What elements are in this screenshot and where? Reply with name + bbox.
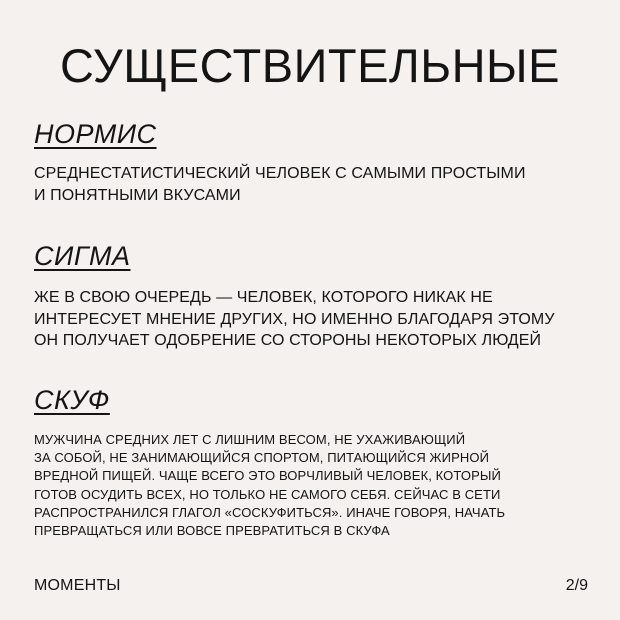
- definition-line: РАСПРОСТРАНИЛСЯ ГЛАГОЛ «СОСКУФИТЬСЯ». ИНАЧЕ ГОВОРЯ, НАЧАТЬ: [34, 504, 506, 520]
- definition-line: ОН ПОЛУЧАЕТ ОДОБРЕНИЕ СО СТОРОНЫ НЕКОТОРЫХ ЛЮДЕЙ: [34, 332, 542, 349]
- definition-line: И ПОНЯТНЫМИ ВКУСАМИ: [34, 186, 241, 204]
- definition-skuf: [34, 431, 590, 540]
- definition-line: ЖЕ В СВОЮ ОЧЕРЕДЬ — ЧЕЛОВЕК, КОТОРОГО НИКАК НЕ: [34, 289, 493, 306]
- term-skuf: СКУФ: [34, 385, 110, 415]
- definition-line: ИНТЕРЕСУЕТ МНЕНИЕ ДРУГИХ, НО ИМЕННО БЛАГОДАРЯ ЭТОМУ: [34, 310, 555, 328]
- term-sigma: СИГМА: [34, 241, 131, 271]
- brand-label: МОМЕНТЫ: [34, 577, 121, 594]
- definition-line: ПРЕВРАЩАТЬСЯ ИЛИ ВОВСЕ ПРЕВРАТИТЬСЯ В СКУФА: [34, 523, 390, 539]
- page-counter: 2/9: [565, 577, 588, 594]
- definition-line: ВРЕДНОЙ ПИЩЕЙ. ЧАЩЕ ВСЕГО ЭТО ВОРЧЛИВЫЙ ЧЕЛОВЕК, КОТОРЫЙ: [34, 468, 501, 484]
- definition-line: ГОТОВ ОСУДИТЬ ВСЕХ, НО ТОЛЬКО НЕ САМОГО СЕБЯ. СЕЙЧАС В СЕТИ: [34, 486, 501, 502]
- definition-sigma: [34, 287, 590, 352]
- term-normis: НОРМИС: [34, 119, 157, 149]
- definition-line: СРЕДНЕСТАТИСТИЧЕСКИЙ ЧЕЛОВЕК С САМЫМИ ПРОСТЫМИ: [34, 165, 526, 182]
- definition-line: ЗА СОБОЙ, НЕ ЗАНИМАЮЩИЙСЯ СПОРТОМ, ПИТАЮЩИЙСЯ ЖИРНОЙ: [34, 450, 490, 466]
- page-title: СУЩЕСТВИТЕЛЬНЫЕ: [59, 39, 560, 92]
- definition-line: МУЖЧИНА СРЕДНИХ ЛЕТ С ЛИШНИМ ВЕСОМ, НЕ УХАЖИВАЮЩИЙ: [34, 432, 466, 447]
- definition-normis: [34, 163, 590, 206]
